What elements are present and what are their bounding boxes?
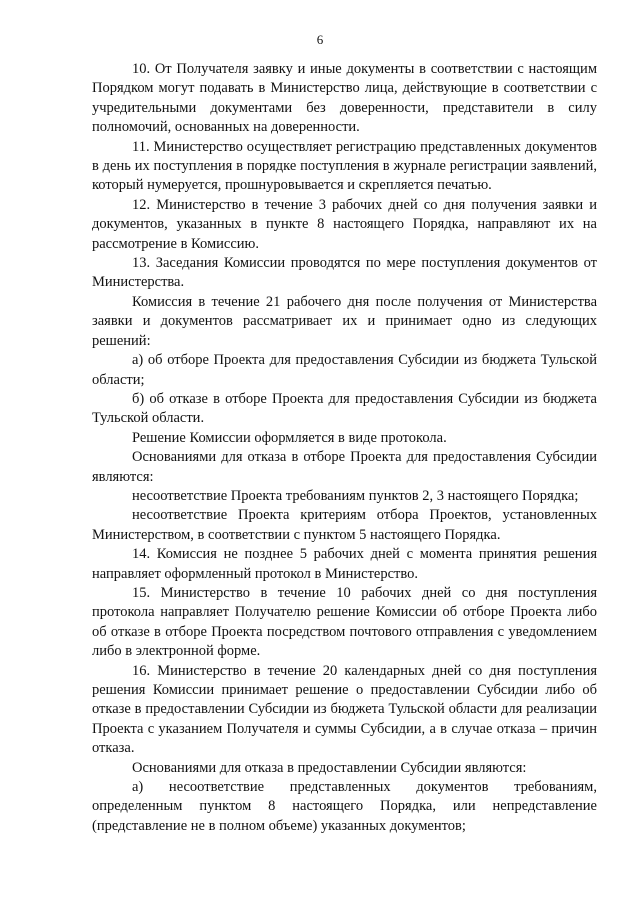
paragraph: б) об отказе в отборе Проекта для предоставления Субсидии из бюджета Тульской области. [92, 390, 597, 427]
paragraph: 11. Министерство осуществляет регистрацию представленных документов в день их поступления в порядке поступления в журнале регистрации заявлений, который нумеруется, прошнуровывается и скрепляется печатью. [92, 138, 597, 194]
paragraph: 14. Комиссия не позднее 5 рабочих дней с момента принятия решения направляет оформленный протокол в Министерство. [92, 546, 597, 582]
paragraph: Основаниями для отказа в отборе Проекта для предоставления Субсидии являются: [92, 449, 597, 485]
paragraph: Решение Комиссии оформляется в виде протокола. [132, 429, 447, 446]
paragraph: 16. Министерство в течение 20 календарных дней со дня поступления решения Комиссии принимает решение о предоставлении Субсидии либо об отказе в предоставлении Субсидии из бюджета Тульской области для реализации Проекта с указанием Получателя и суммы Субсидии, а в случае отказа – причин отказа. [92, 662, 597, 757]
paragraph: 12. Министерство в течение 3 рабочих дней со дня получения заявки и документов, указанных в пункте 8 настоящего Порядка, направляют их на рассмотрение в Комиссию. [92, 196, 597, 252]
paragraph: Комиссия в течение 21 рабочего дня после получения от Министерства заявки и документов рассматривает их и принимает одно из следующих решений: [92, 293, 597, 349]
page-number: 6 [316, 32, 324, 47]
paragraph: а) об отборе Проекта для предоставления Субсидии из бюджета Тульской области; [92, 352, 597, 388]
paragraph: 13. Заседания Комиссии проводятся по мере поступления документов от Министерства. [92, 255, 597, 291]
paragraph: несоответствие Проекта критериям отбора Проектов, установленных Министерством, в соответствии с пунктом 5 настоящего Порядка. [92, 507, 597, 543]
paragraph: 10. От Получателя заявку и иные документы в соответствии с настоящим Порядком могут подавать в Министерство лица, действующие в соответствии с учредительными документами без доверенности, представители в силу полномочий, основанных на доверенности. [92, 61, 597, 136]
paragraph: несоответствие Проекта требованиям пунктов 2, 3 настоящего Порядка; [132, 487, 579, 504]
paragraph: Основаниями для отказа в предоставлении Субсидии являются: [132, 759, 527, 776]
paragraph: а) несоответствие представленных документов требованиям, определенным пунктом 8 настоящего Порядка, или непредставление (представление не в полном объеме) указанных документов; [92, 779, 597, 834]
paragraph: 15. Министерство в течение 10 рабочих дней со дня поступления протокола направляет Получателю решение Комиссии об отборе Проекта либо об отказе в отборе Проекта посредством почтового отправления с уведомлением либо в электронной форме. [92, 584, 597, 660]
document-body [92, 60, 597, 836]
